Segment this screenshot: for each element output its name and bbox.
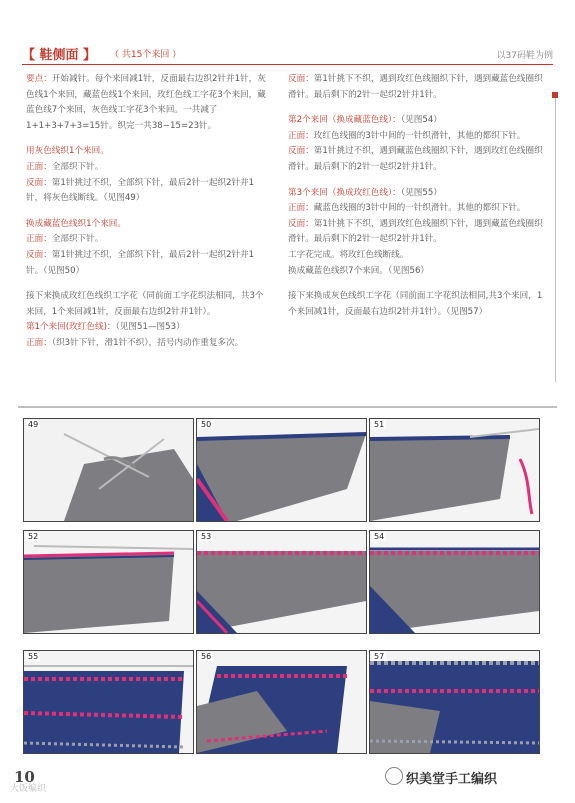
row3-done: 工字花完成。将玫红色线断线。 [288, 249, 409, 260]
step3-intro: 接下来换成玫红色线织工字花（同前面工字花织法相同，共3个来回，1个来回减1针，反面最右边织2针并1针）。 [26, 291, 264, 317]
photo-51 [369, 418, 540, 522]
row3-back: 反面：第1针挑下不织，遇到玫红色线圈织下针，遇到藏蓝色线圈织滑针。最后剩下的2针一起织2针并1针。 [288, 218, 543, 245]
step2-back: 反面：第1针挑过不织，全部织下针，最后2针一起织2针并1针。（见图50） [26, 249, 255, 276]
photo-49 [23, 418, 194, 522]
step2-front: 正面：全部织下针。 [26, 234, 104, 245]
photo-number: 49 [28, 420, 39, 429]
watermark-left: 大饭编织 [10, 784, 47, 794]
photo-54 [369, 530, 540, 634]
photo-57 [369, 650, 540, 754]
margin-rule [555, 92, 556, 382]
right-column [288, 72, 544, 320]
photo-number: 50 [201, 420, 212, 429]
photo-53 [196, 530, 367, 634]
page-number: 10 [14, 768, 35, 786]
key-points-text: 开始减针。每个来回减1针，反面最右边织2针并1针，灰色线1个来回，藏蓝色线1个来回，玫红色线工字花3个来回，藏蓝色线7个来回，灰色线工字花3个来回。一共减了1+1+3+7+3=15针。织完一共38−15=23针。 [26, 74, 266, 131]
watermark-right: 织美堂手工编织 [406, 772, 498, 787]
row3-title: 第3个来回（换成玫红色线）：（见图55） [288, 187, 442, 198]
key-points [26, 72, 270, 134]
step1-back: 反面：第1针挑过不织，全部织下针，最后2针一起织2针并1针，将灰色线断线。（见图49） [26, 177, 255, 204]
photo-52 [23, 530, 194, 634]
size-note: 以37码鞋为例 [496, 51, 553, 61]
row2-back: 反面：第1针挑过不织，遇到藏蓝色线圈织下针，遇到玫红色线圈织滑针。最后剩下的2针一起织2针并1针。 [288, 146, 543, 172]
header-divider [22, 64, 553, 65]
section-header [22, 44, 553, 64]
photo-number: 56 [201, 652, 212, 661]
row5: 接下来换成灰色线织工字花（同前面工字花织法相同,共3个来回，1个来回减1针，反面最右边织2针并1针）。（见图57） [288, 291, 543, 317]
row2-title: 第2个来回（换成藏蓝色线）：（见图54） [288, 115, 442, 126]
photo-55 [23, 650, 194, 754]
step3-row1-title: 第1个来回(玫红色线)：（见图51—图53） [26, 322, 185, 333]
photo-number: 51 [374, 420, 385, 429]
margin-marker [552, 92, 558, 98]
left-column [26, 72, 270, 352]
step3-front: 正面：（织3针下针，滑1针不织），括号内动作重复多次。 [26, 337, 244, 348]
step1-front: 正面：全部织下针。 [26, 161, 104, 172]
row3-front: 正面：藏蓝色线圈的3针中间的一针织滑针。其他的都织下针。 [288, 203, 526, 214]
photo-number: 54 [374, 532, 385, 541]
wechat-icon [385, 767, 403, 785]
photo-number: 55 [28, 652, 39, 661]
photo-number: 57 [374, 652, 385, 661]
photo-section-divider [18, 406, 557, 408]
photo-56 [196, 650, 367, 754]
row4: 换成藏蓝色线织7个来回。（见图56） [288, 265, 430, 276]
step1-title: 用灰色线织1个来回。 [26, 146, 109, 157]
step2-title: 换成藏蓝色线织1个来回。 [26, 218, 126, 229]
photo-number: 52 [28, 532, 39, 541]
photo-number: 53 [201, 532, 212, 541]
section-subtitle: （ 共15个来回 ） [110, 50, 182, 60]
row1-back: 反面：第1针挑下不织，遇到玫红色线圈织下针，遇到藏蓝色线圈织滑针。最后剩下的2针一起织2针并1针。 [288, 74, 543, 100]
photo-grid [23, 418, 556, 738]
row2-front: 正面：玫红色线圈的3针中间的一针织滑针，其他的都织下针。 [288, 130, 526, 141]
key-points-label: 要点： [26, 74, 52, 84]
section-title: 【 鞋侧面 】 [22, 48, 97, 63]
photo-50 [196, 418, 367, 522]
